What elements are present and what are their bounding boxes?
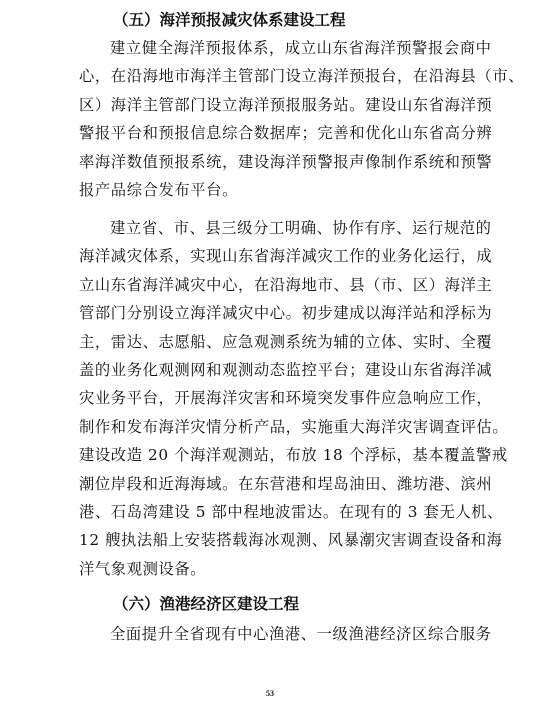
text-line: 制作和发布海洋灾情分析产品，实施重大海洋灾害调查评估。: [79, 417, 509, 436]
text-line: 主，雷达、志愿船、应急观测系统为辅的立体、实时、全覆: [79, 332, 493, 351]
text-line: 率海洋数值预报系统，建设海洋预警报声像制作系统和预警: [79, 152, 493, 171]
text-line: 洋气象观测设备。: [79, 559, 207, 578]
text-line: 建立省、市、县三级分工明确、协作有序、运行规范的: [110, 219, 492, 237]
text-line: 心，在沿海地市海洋主管部门设立海洋预报台，在沿海县（市、: [79, 67, 525, 86]
page-number: 53: [266, 689, 274, 698]
section-5-paragraph-1: [79, 34, 525, 204]
text-line: 管部门分别设立海洋减灾中心。初步建成以海洋站和浮标为: [79, 304, 493, 323]
text-line: 盖的业务化观测网和观测动态监控平台；建设山东省海洋减: [79, 360, 493, 379]
section-heading-6: （六）渔港经济区建设工程: [113, 595, 300, 613]
text-line: 区）海洋主管部门设立海洋预报服务站。建设山东省海洋预: [79, 95, 493, 114]
text-line: 全面提升全省现有中心渔港、一级渔港经济区综合服务: [110, 625, 492, 643]
text-line: 报产品综合发布平台。: [79, 180, 238, 199]
text-line: 警报平台和预报信息综合数据库；完善和优化山东省高分辨: [79, 124, 493, 143]
text-line: 建设改造 20 个海洋观测站，布放 18 个浮标，基本覆盖警戒: [79, 446, 508, 465]
section-6-paragraph-1: [79, 620, 492, 648]
text-line: 12 艘执法船上安装搭载海冰观测、风暴潮灾害调查设备和海: [79, 531, 503, 550]
text-line: 海洋减灾体系，实现山东省海洋减灾工作的业务化运行，成: [79, 247, 493, 266]
text-line: 立山东省海洋减灾中心，在沿海地市、县（市、区）海洋主: [79, 275, 493, 294]
section-5-paragraph-2: [79, 214, 509, 583]
text-line: 灾业务平台，开展海洋灾害和环境突发事件应急响应工作，: [79, 389, 493, 408]
text-line: 潮位岸段和近海海域。在东营港和埕岛油田、潍坊港、滨州: [79, 474, 493, 493]
text-line: 港、石岛湾建设 5 部中程地波雷达。在现有的 3 套无人机、: [79, 502, 504, 521]
section-heading-5: （五）海洋预报减灾体系建设工程: [113, 11, 346, 29]
text-line: 建立健全海洋预报体系，成立山东省海洋预警报会商中: [110, 39, 492, 57]
